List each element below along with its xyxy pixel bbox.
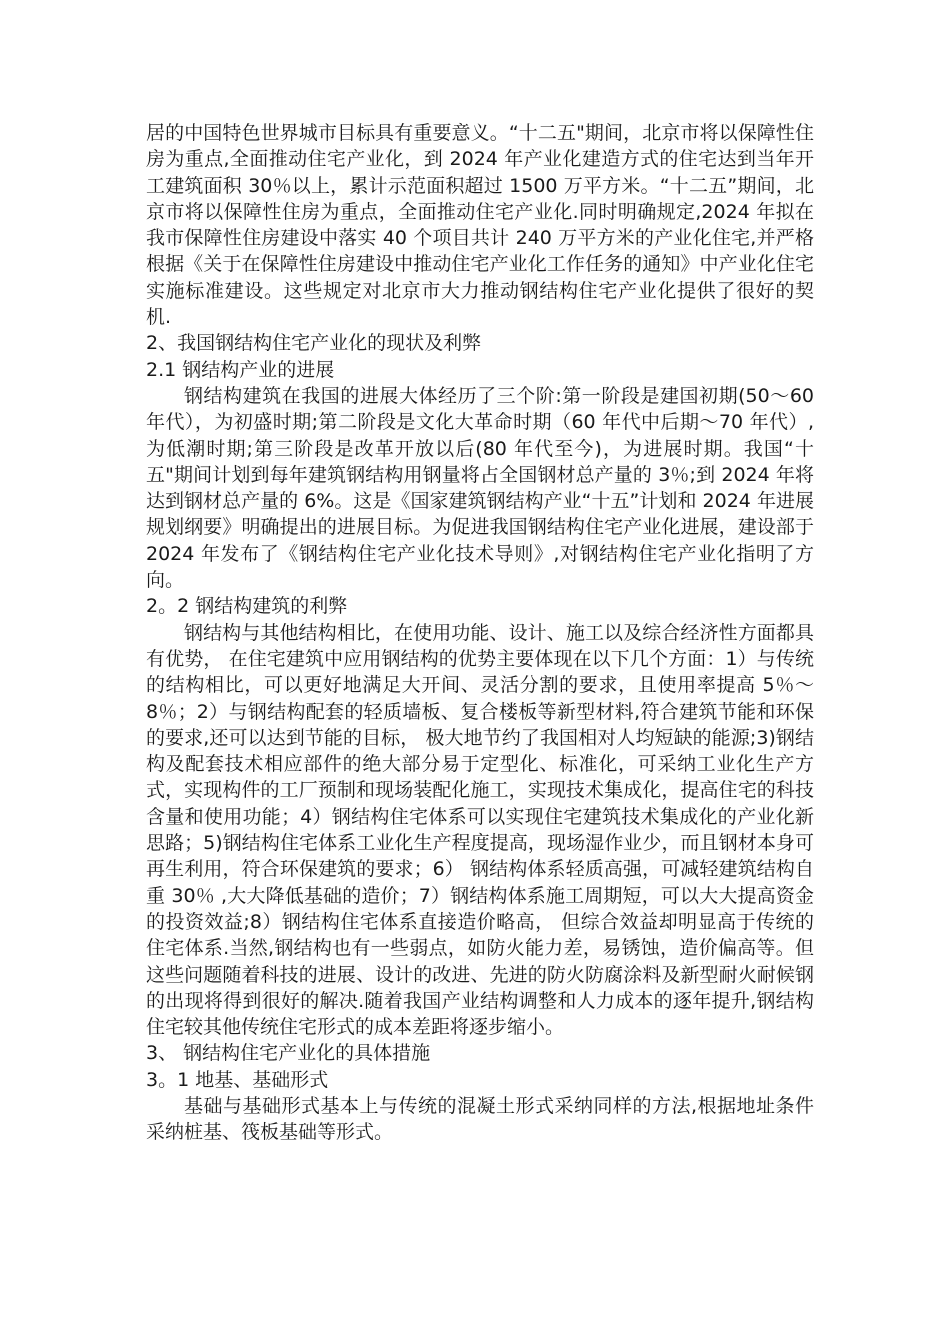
paragraph-2-1: 钢结构建筑在我国的进展大体经历了三个阶:第一阶段是建国初期(50～60 年代），为初盛时期;第二阶段是文化大革命时期（60 年代中后期～70 年代）,为低潮时期;第三阶段是改革开放以后(80 年代至今)，为进展时期。我国“十五"期间计划到每年建筑钢结构用钢量将占全国钢材总产量的 3％;到 2024 年将达到钢材总产量的 6%。这是《国家建筑钢结构产业“十五”计划和 2024 年进展规划纲要》明确提出的进展目标。为促进我国钢结构住宅产业化进展，建设部于 2024 年发布了《钢结构住宅产业化技术导则》,对钢结构住宅产业化指明了方向。 [146, 384, 814, 592]
subsection-heading-2-2: 2。2 钢结构建筑的利弊 [146, 595, 348, 618]
paragraph-intro: 居的中国特色世界城市目标具有重要意义。“十二五"期间，北京市将以保障性住房为重点,全面推动住宅产业化，到 2024 年产业化建造方式的住宅达到当年开工建筑面积 30％以上，累计示范面积超过 1500 万平方米。“十二五”期间，北京市将以保障性住房为重点，全面推动住宅产业化.同时明确规定,2024 年拟在我市保障性住房建设中落实 40 个项目共计 240 万平方米的产业化住宅,并严格根据《关于在保障性住房建设中推动住宅产业化工作任务的通知》中产业化住宅实施标准建设。这些规定对北京市大力推动钢结构住宅产业化提供了很好的契机. [146, 122, 814, 329]
document-body [146, 120, 814, 1146]
subsection-heading-2-1: 2.1 钢结构产业的进展 [146, 358, 335, 381]
paragraph-3-1: 基础与基础形式基本上与传统的混凝土形式采纳同样的方法,根据地址条件采纳桩基、筏板基础等形式。 [146, 1094, 814, 1144]
section-heading-2: 2、我国钢结构住宅产业化的现状及利弊 [146, 332, 482, 355]
section-heading-3: 3、 钢结构住宅产业化的具体措施 [146, 1042, 431, 1065]
subsection-heading-3-1: 3。1 地基、基础形式 [146, 1068, 329, 1091]
paragraph-2-2: 钢结构与其他结构相比，在使用功能、设计、施工以及综合经济性方面都具有优势， 在住宅建筑中应用钢结构的优势主要体现在以下几个方面：1）与传统的结构相比，可以更好地满足大开间、灵活分割的要求，且使用率提高 5％～8％；2）与钢结构配套的轻质墙板、复合楼板等新型材料,符合建筑节能和环保的要求,还可以达到节能的目标， 极大地节约了我国相对人均短缺的能源;3)钢结构及配套技术相应部件的绝大部分易于定型化、标准化，可采纳工业化生产方式，实现构件的工厂预制和现场装配化施工，实现技术集成化，提高住宅的科技含量和使用功能；4）钢结构住宅体系可以实现住宅建筑技术集成化的产业化新思路；5)钢结构住宅体系工业化生产程度提高，现场湿作业少，而且钢材本身可再生利用，符合环保建筑的要求；6） 钢结构体系轻质高强，可减轻建筑结构自重 30％ ,大大降低基础的造价；7）钢结构体系施工周期短，可以大大提高资金的投资效益;8）钢结构住宅体系直接造价略高， 但综合效益却明显高于传统的住宅体系.当然,钢结构也有一些弱点，如防火能力差，易锈蚀，造价偏高等。但这些问题随着科技的进展、设计的改进、先进的防火防腐涂料及新型耐火耐候钢的出现将得到很好的解决.随着我国产业结构调整和人力成本的逐年提升,钢结构住宅较其他传统住宅形式的成本差距将逐步缩小。 [146, 621, 814, 1039]
